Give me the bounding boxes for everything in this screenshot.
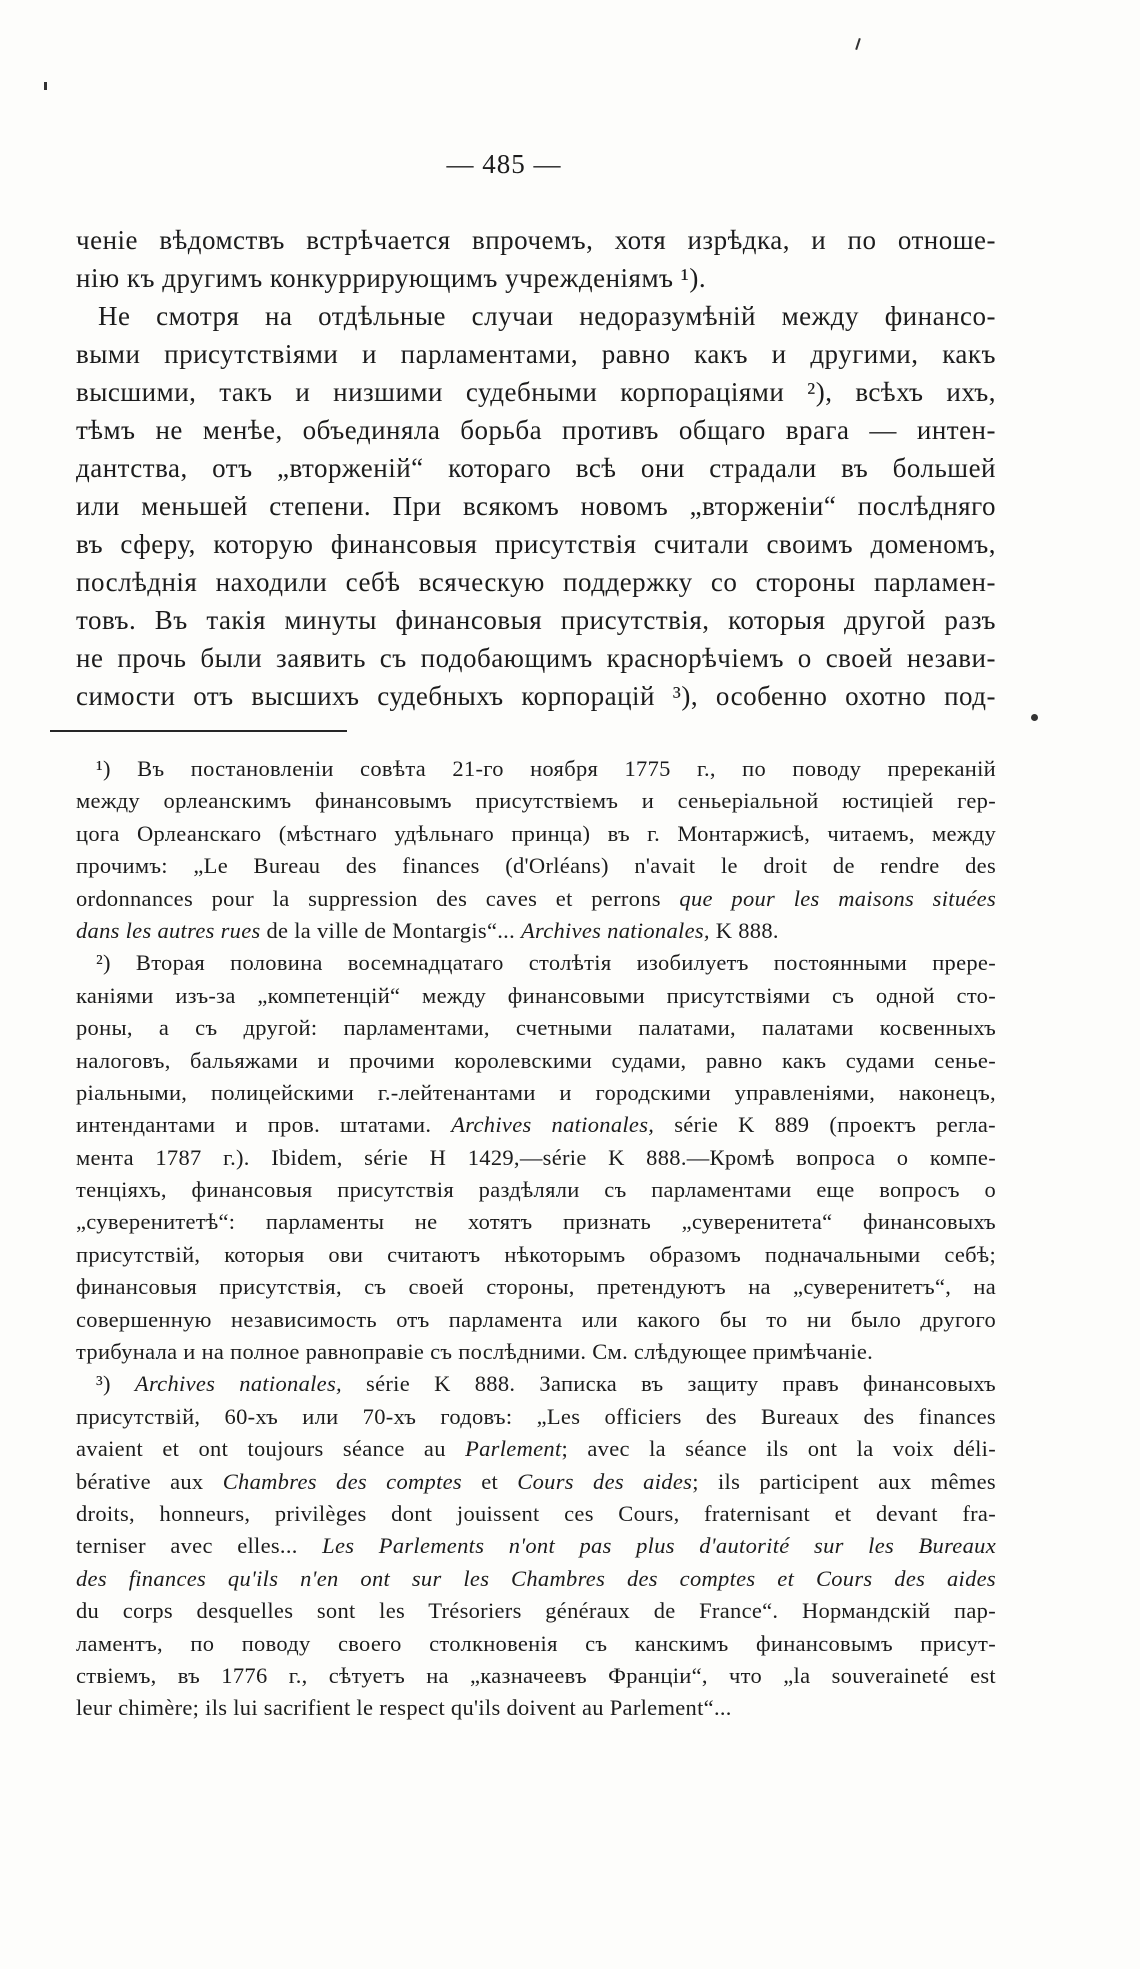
footnote-line: присутствій, которыя ови считаютъ нѣкоторымъ образомъ подначальными себѣ; [76, 1241, 996, 1267]
main-text-line: товъ. Въ такія минуты финансовыя присутствія, которыя другой разъ [76, 605, 996, 635]
text-segment: terniser avec elles... [76, 1533, 323, 1559]
scan-speck [855, 38, 861, 50]
footnote-line: трибунала и на полное равноправіе съ послѣдними. См. слѣдующее примѣчаніе. [76, 1339, 874, 1365]
main-paragraph [76, 297, 996, 715]
main-text-line: не прочь были заявить съ подобающимъ краснорѣчіемъ о своей незави- [76, 643, 996, 673]
scan-speck [44, 82, 47, 90]
main-text-line: послѣднія находили себѣ всяческую поддержку со стороны парламен- [76, 567, 996, 597]
footnote-line: droits, honneurs, privilèges dont jouissent ces Cours, fraternisant et devant fra- [76, 1500, 996, 1526]
footnote-1 [76, 753, 996, 947]
main-text-line: нію къ другимъ конкуррирующимъ учрежденіямъ ¹). [76, 263, 707, 293]
footnote-line [76, 883, 996, 915]
main-text-line: въ сферу, которую финансовыя присутствія считали своимъ доменомъ, [76, 529, 996, 559]
footnote-line: совершенную независимость отъ парламента или какого бы то ни было другого [76, 1306, 996, 1332]
footnote-line [76, 1530, 996, 1562]
italic-segment: Archives nationales, [520, 917, 710, 943]
footnote-line: ріальными, полицейскими г.-лейтенантами и городскими управленіями, наконецъ, [76, 1079, 996, 1105]
main-text-line: высшими, такъ и низшими судебными корпораціями ²), всѣхъ ихъ, [76, 377, 996, 407]
main-text-line: симости отъ высшихъ судебныхъ корпорацій ³), особенно охотно под- [76, 681, 996, 711]
text-segment: de la ville de Montargis“... [260, 917, 521, 943]
main-text-line: тѣмъ не менѣе, объединяла борьба противъ общаго врага — интен- [76, 415, 996, 445]
footnote-separator [50, 730, 347, 732]
main-text-line: выми присутствіями и парламентами, равно какъ и другими, какъ [76, 339, 996, 369]
footnote-line: каніями изъ-за „компетенцій“ между финансовыми присутствіями съ одной сто- [76, 982, 996, 1008]
footnote-line [76, 915, 996, 947]
text-segment: avaient et ont toujours séance au [76, 1436, 466, 1462]
italic-segment: Cours des aides [517, 1468, 693, 1494]
footnote-line: leur chimère; ils lui sacrifient le respect qu'ils doivent au Parlement“... [76, 1695, 732, 1721]
footnote-line: финансовыя присутствія, съ своей стороны, претендуютъ на „суверенитетъ“, на [76, 1274, 996, 1300]
main-paragraph-continuation [76, 221, 996, 297]
italic-segment: Archives nationales, [451, 1112, 655, 1138]
footnote-line: ²) Вторая половина восемнадцатаго столѣтія изобилуетъ постоянными прере- [96, 950, 996, 976]
page-number: — 485 — [446, 149, 562, 179]
text-segment: bérative aux [76, 1468, 223, 1494]
text-segment: série K 888. Записка въ защиту правъ финансовыхъ [341, 1371, 996, 1397]
text-segment: K 888. [709, 917, 779, 943]
footnote-line: мента 1787 г.). Ibidem, série H 1429,—série K 888.—Кромѣ вопроса о компе- [76, 1144, 996, 1170]
italic-segment: Parlement [465, 1436, 562, 1462]
footnote-line [76, 1109, 996, 1141]
main-text-line: Не смотря на отдѣльные случаи недоразумѣній между финансо- [98, 301, 996, 331]
footnote-line: между орлеанскимъ финансовымъ присутствіемъ и сеньеріальной юстиціей гер- [76, 788, 996, 814]
footnote-line: ствіемъ, въ 1776 г., сѣтуетъ на „казначеевъ Франціи“, что „la souveraineté est [76, 1662, 996, 1688]
footnote-line: присутствій, 60-хъ или 70-хъ годовъ: „Les officiers des Bureaux des finances [76, 1403, 996, 1429]
main-text-line: дантства, отъ „вторженій“ котораго всѣ они страдали въ большей [76, 453, 996, 483]
text-segment: ; ils participent aux mêmes [692, 1468, 996, 1494]
text-segment: ordonnances pour la suppression des caves et perrons [76, 885, 680, 911]
footnote-line [76, 1368, 996, 1400]
footnote-line: du corps desquelles sont les Trésoriers généraux de France“. Нормандскій пар- [76, 1598, 996, 1624]
footnote-line: „суверенитетѣ“: парламенты не хотятъ признать „суверенитета“ финансовыхъ [76, 1209, 996, 1235]
footnote-line: роны, а съ другой: парламентами, счетными палатами, палатами косвенныхъ [76, 1015, 996, 1041]
text-segment: série K 889 (проектъ регла- [654, 1112, 996, 1138]
footnote-line: ¹) Въ постановленіи совѣта 21-го ноября 1775 г., по поводу пререканій [96, 756, 996, 781]
footnote-line [76, 1433, 996, 1465]
main-text [76, 221, 996, 715]
italic-segment: dans les autres rues [76, 917, 261, 943]
italic-segment: Les Parlements n'ont pas plus d'autorité sur les Bureaux [322, 1533, 996, 1559]
main-text-line: ченіе вѣдомствъ встрѣчается впрочемъ, хотя изрѣдка, и по отноше- [76, 225, 996, 255]
footnote-line: ламентъ, по поводу своего столкновенія съ канскимъ финансовымъ присут- [76, 1630, 996, 1656]
text-segment: ; avec la séance ils ont la voix déli- [561, 1436, 997, 1462]
main-text-line: или меньшей степени. При всякомъ новомъ „вторженіи“ послѣдняго [76, 491, 996, 521]
italic-segment: Archives nationales, [134, 1371, 342, 1397]
scan-speck [1031, 714, 1038, 721]
footnote-line: тенціяхъ, финансовыя присутствія раздѣляли съ парламентами еще вопросъ о [76, 1177, 996, 1203]
footnote-line: налоговъ, бальяжами и прочими королевскими судами, равно какъ судами сенье- [76, 1047, 996, 1073]
italic-segment: que pour les maisons situées [679, 885, 997, 911]
footnote-line: прочимъ: „Le Bureau des finances (d'Orléans) n'avait le droit de rendre des [76, 853, 996, 879]
footnote-line: цога Орлеанскаго (мѣстнаго удѣльнаго принца) въ г. Монтаржисѣ, читаемъ, между [76, 820, 996, 846]
text-segment: ³) [96, 1371, 135, 1397]
footnote-3 [76, 1368, 996, 1724]
italic-segment: des finances qu'ils n'en ont sur les Chambres des comptes et Cours des aides [76, 1565, 996, 1591]
footnote-line [76, 1466, 996, 1498]
italic-segment: Chambres des comptes [222, 1468, 462, 1494]
text-segment: et [461, 1468, 518, 1494]
footnotes [76, 753, 996, 1725]
text-segment: интендантами и пров. штатами. [76, 1112, 452, 1138]
footnote-line [76, 1563, 996, 1595]
footnote-2 [76, 947, 996, 1368]
